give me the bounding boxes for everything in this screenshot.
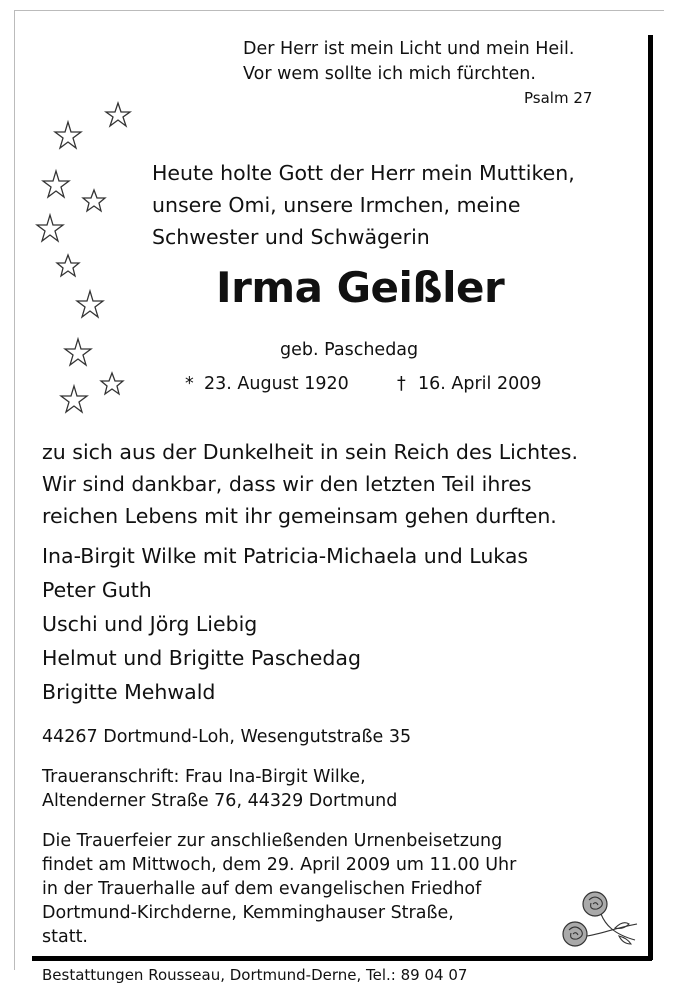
mourner-line: Ina-Birgit Wilke mit Patricia-Michaela und Lukas: [42, 544, 529, 568]
mourning-address-line-1: Traueranschrift: Frau Ina-Birgit Wilke,: [42, 767, 366, 787]
death-date: 16. April 2009: [418, 374, 542, 394]
born-symbol: *: [185, 374, 194, 394]
motto-line-1: Der Herr ist mein Licht und mein Heil.: [243, 39, 575, 59]
deceased-name: Irma Geißler: [216, 263, 505, 312]
motto-source: Psalm 27: [524, 89, 593, 107]
motto-line-2: Vor wem sollte ich mich fürchten.: [243, 64, 536, 84]
frame-left-border: [14, 10, 15, 970]
body-line-1: zu sich aus der Dunkelheit in sein Reich des Lichtes.: [42, 440, 578, 464]
stars-icon: [30, 95, 140, 420]
birth-name: geb. Paschedag: [280, 340, 419, 360]
star-icon: [101, 373, 123, 394]
funeral-home-footer: Bestattungen Rousseau, Dortmund-Derne, Tel.: 89 04 07: [42, 966, 468, 984]
family-address: 44267 Dortmund-Loh, Wesengutstraße 35: [42, 727, 412, 747]
intro-line-2: unsere Omi, unsere Irmchen, meine: [152, 193, 521, 217]
mourner-line: Helmut und Brigitte Paschedag: [42, 646, 362, 670]
ceremony-line-1: Die Trauerfeier zur anschließenden Urnenbeisetzung: [42, 831, 503, 851]
star-icon: [77, 291, 103, 317]
body-line-2: Wir sind dankbar, dass wir den letzten Teil ihres: [42, 472, 532, 496]
body-line-3: reichen Lebens mit ihr gemeinsam gehen durften.: [42, 504, 557, 528]
ceremony-line-2: findet am Mittwoch, dem 29. April 2009 um 11.00 Uhr: [42, 855, 517, 875]
frame-top-border: [14, 10, 664, 11]
ceremony-line-3: in der Trauerhalle auf dem evangelischen Friedhof: [42, 879, 482, 899]
birth-date: 23. August 1920: [204, 374, 349, 394]
frame-right-shadow: [648, 35, 653, 960]
roses-icon: [555, 888, 641, 952]
mourner-line: Brigitte Mehwald: [42, 680, 216, 704]
mourning-address-line-2: Altenderner Straße 76, 44329 Dortmund: [42, 791, 398, 811]
star-icon: [57, 255, 79, 276]
frame-bottom-shadow: [32, 956, 652, 961]
intro-line-3: Schwester und Schwägerin: [152, 225, 430, 249]
star-icon: [61, 386, 87, 412]
star-icon: [83, 190, 105, 211]
intro-line-1: Heute holte Gott der Herr mein Muttiken,: [152, 161, 575, 185]
star-icon: [65, 339, 91, 365]
star-icon: [55, 122, 81, 148]
star-icon: [106, 103, 130, 126]
star-icon: [37, 215, 63, 241]
ceremony-line-5: statt.: [42, 927, 88, 947]
mourner-line: Peter Guth: [42, 578, 152, 602]
death-symbol: †: [397, 374, 406, 394]
mourner-line: Uschi und Jörg Liebig: [42, 612, 258, 636]
star-icon: [43, 171, 69, 197]
ceremony-line-4: Dortmund-Kirchderne, Kemminghauser Straße,: [42, 903, 454, 923]
